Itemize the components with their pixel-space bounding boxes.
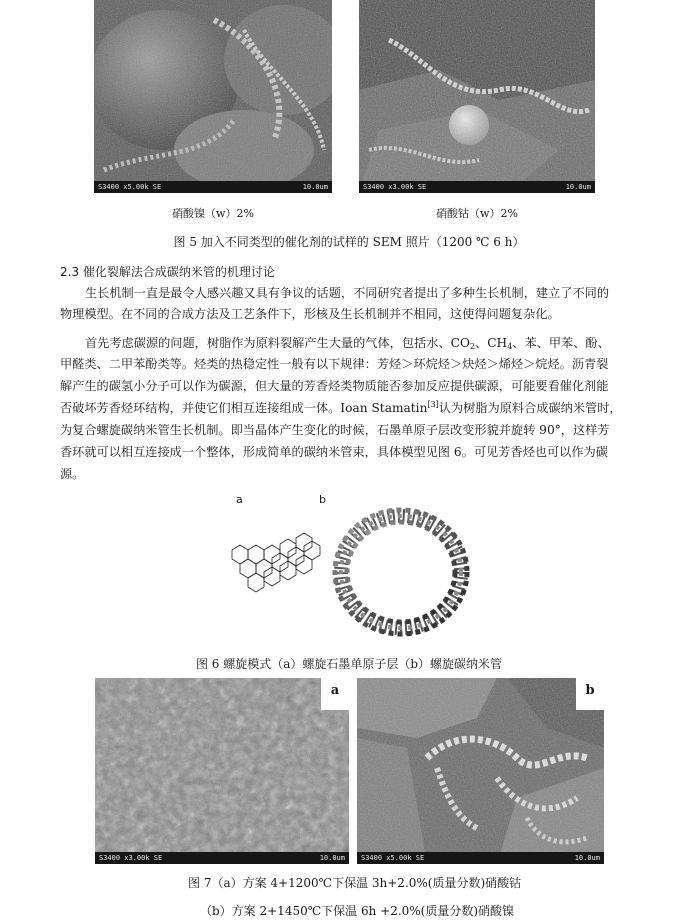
citation-ref: [3] — [427, 400, 439, 409]
sem-info-bar — [94, 181, 332, 193]
sem-image-scheme-a — [95, 678, 349, 864]
para2-line7: 源。 — [60, 467, 85, 481]
figure7-caption-line1: 图 7（a）方案 4+1200℃下保温 3h+2.0%(质量分数)硝酸钴 — [188, 876, 522, 890]
para2-line6: 香环就可以相互连接成一个整体，形成简单的碳纳米管束，具体模型见图 6。可见芳香烃也可以作为碳 — [60, 445, 608, 459]
panel-label-a: a — [321, 678, 349, 710]
sem-info-text: S3400 x3.00k SE — [99, 854, 163, 862]
figure6-label-a: a — [236, 493, 243, 506]
para2-line5: 为复合螺旋碳纳米管生长机制。即当晶体产生变化的时候，石墨单原子层改变形貌并旋转 90°，这样芳 — [60, 423, 610, 437]
sem-scale-text: 10.0um — [302, 183, 328, 191]
sem-info-text: S3400 x5.00k SE — [98, 183, 162, 191]
sem-info-bar — [359, 181, 595, 193]
panel-label-b: b — [576, 678, 604, 710]
sem-scale-text: 10.0um — [565, 183, 591, 191]
helical-nanotube-diagram — [326, 500, 476, 645]
figure6-caption: 图 6 螺旋模式（a）螺旋石墨单原子层（b）螺旋碳纳米管 — [195, 657, 503, 671]
figure6-label-b: b — [319, 493, 326, 506]
sem-image-nickel — [94, 0, 332, 193]
section-heading: 2.3 催化裂解法合成碳纳米管的机理讨论 — [60, 265, 275, 279]
sem-info-text: S3400 x3.00k SE — [363, 183, 427, 191]
sem-info-bar — [357, 852, 604, 864]
sem-image-cobalt — [359, 0, 595, 193]
sem-info-text: S3400 x5.00k SE — [361, 854, 425, 862]
para1-line2: 物理模型。在不同的合成方法及工艺条件下，形核及生长机制并不相同，这使得问题复杂化。 — [60, 307, 560, 321]
graphite-layer-diagram — [222, 520, 332, 600]
figure5-caption: 图 5 加入不同类型的催化剂的试样的 SEM 照片（1200 ℃ 6 h） — [173, 235, 525, 249]
subfigure-caption-cobalt: 硝酸钴（w）2% — [436, 207, 518, 220]
para2-line2: 甲醛类、二甲苯酚类等。烃类的热稳定性一般有以下规律：芳烃＞环烷烃＞炔烃＞烯烃＞烷烃。沥青裂 — [60, 357, 609, 371]
para2-line4: 否破坏芳香烃环结构，并使它们相互连接组成一体。Ioan Stamatin[3]认为树脂为原料合成碳纳米管时， — [60, 400, 622, 415]
sem-scale-text: 10.0um — [574, 854, 600, 862]
para2-line1: 首先考虑碳源的问题，树脂作为原料裂解产生大量的气体，包括水、$CO_2$、$CH_4$、苯、甲苯、酚、 — [85, 336, 610, 351]
sem-info-bar — [95, 852, 349, 864]
sem-scale-text: 10.0um — [319, 854, 345, 862]
subfigure-caption-nickel: 硝酸镍（w）2% — [172, 207, 254, 220]
para2-line3: 解产生的碳氢小分子可以作为碳源，但大量的芳香烃类物质能否参加反应提供碳源，可能要看催化剂能 — [60, 379, 609, 393]
sem-image-scheme-b — [357, 678, 604, 864]
para1-line1: 生长机制一直是最令人感兴趣又具有争议的话题，不同研究者提出了多种生长机制，建立了不同的 — [85, 286, 610, 300]
figure7-caption-line2: （b）方案 2+1450℃下保温 6h +2.0%(质量分数)硝酸镍 — [200, 904, 515, 918]
